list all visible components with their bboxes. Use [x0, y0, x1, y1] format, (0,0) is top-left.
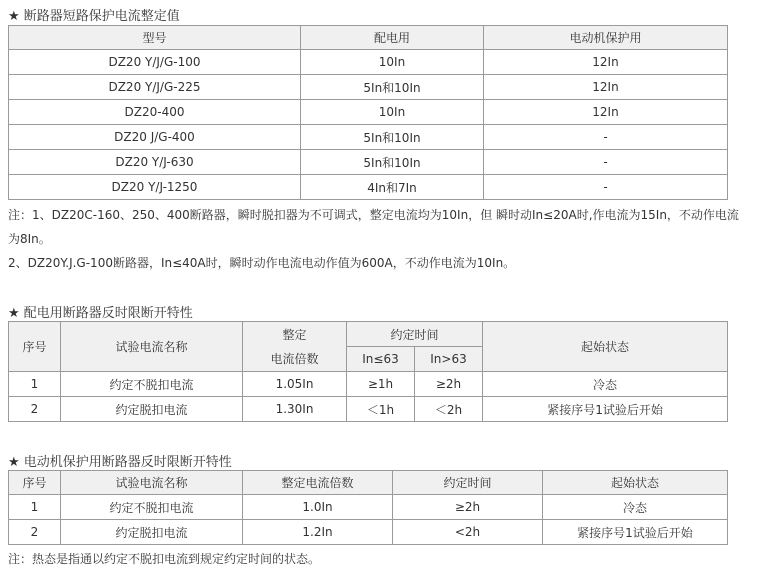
- cell-multiple: 1.30In: [243, 397, 347, 422]
- cell-state: 紧接序号1试验后开始: [543, 520, 728, 545]
- cell-multiple: 1.05In: [243, 372, 347, 397]
- col-header-multiple-line1: 整定: [282, 327, 307, 342]
- cell-state: 冷态: [483, 372, 728, 397]
- col-header-name: 试验电流名称: [61, 471, 243, 495]
- cell-distribution: 5In和10In: [301, 150, 484, 175]
- cell-name: 约定脱扣电流: [61, 397, 243, 422]
- cell-model: DZ20 J/G-400: [9, 125, 301, 150]
- cell-distribution: 4In和7In: [301, 175, 484, 200]
- cell-distribution: 5In和10In: [301, 125, 484, 150]
- cell-name: 约定不脱扣电流: [61, 495, 243, 520]
- table-header-row: [9, 26, 728, 50]
- col-header-time: 约定时间: [347, 322, 483, 347]
- col-header-multiple-line2: 电流倍数: [270, 351, 319, 366]
- cell-time-gt63: ＜2h: [415, 397, 483, 422]
- cell-motor: 12In: [484, 100, 728, 125]
- table-row: [9, 100, 728, 125]
- col-header-time-le63: In≤63: [347, 347, 415, 372]
- section3-title: ★ 电动机保护用断路器反时限断开特性: [8, 455, 232, 470]
- cell-time-le63: ＜1h: [347, 397, 415, 422]
- table-header-row: [9, 471, 728, 495]
- cell-motor: -: [484, 150, 728, 175]
- table-row: [9, 75, 728, 100]
- note-1-line1: 注：1、DZ20C-160、250、400断路器，瞬时脱扣器为不可调式，整定电流均为10In，但 瞬时动In≤20A时,作电流为15In，不动作电流: [8, 208, 739, 222]
- col-header-multiple: [243, 322, 347, 372]
- col-header-motor: 电动机保护用: [484, 26, 728, 50]
- table-row: [9, 125, 728, 150]
- table-row: [9, 397, 728, 422]
- cell-name: 约定脱扣电流: [61, 520, 243, 545]
- distribution-breaker-table: [8, 321, 728, 422]
- cell-distribution: 10In: [301, 100, 484, 125]
- cell-model: DZ20 Y/J/G-100: [9, 50, 301, 75]
- cell-state: 紧接序号1试验后开始: [483, 397, 728, 422]
- thermal-state-note: 注：热态是指通以约定不脱扣电流到规定约定时间的状态。: [8, 552, 321, 566]
- note-2: 2、DZ20Y.J.G-100断路器，In≤40A时，瞬时动作电流电动作值为600A，不动作电流为10In。: [8, 256, 516, 270]
- cell-time: <2h: [393, 520, 543, 545]
- section1-title: ★ 断路器短路保护电流整定值: [8, 9, 180, 24]
- cell-time: ≥2h: [393, 495, 543, 520]
- note-1-line2: 为8In。: [8, 232, 51, 246]
- cell-no: 1: [9, 372, 61, 397]
- cell-distribution: 5In和10In: [301, 75, 484, 100]
- table-row: [9, 495, 728, 520]
- table-row: [9, 520, 728, 545]
- table-row: [9, 50, 728, 75]
- motor-breaker-table: [8, 470, 728, 545]
- table-row: [9, 175, 728, 200]
- col-header-state: 起始状态: [543, 471, 728, 495]
- col-header-multiple: 整定电流倍数: [243, 471, 393, 495]
- cell-motor: 12In: [484, 75, 728, 100]
- col-header-name: 试验电流名称: [61, 322, 243, 372]
- short-circuit-table: [8, 25, 728, 200]
- cell-model: DZ20 Y/J/G-225: [9, 75, 301, 100]
- cell-model: DZ20-400: [9, 100, 301, 125]
- cell-time-gt63: ≥2h: [415, 372, 483, 397]
- cell-no: 2: [9, 397, 61, 422]
- table-header-row: [9, 322, 728, 347]
- table-row: [9, 150, 728, 175]
- section2-title: ★ 配电用断路器反时限断开特性: [8, 306, 193, 321]
- cell-no: 1: [9, 495, 61, 520]
- col-header-no: 序号: [9, 471, 61, 495]
- cell-multiple: 1.0In: [243, 495, 393, 520]
- cell-motor: -: [484, 125, 728, 150]
- col-header-distribution: 配电用: [301, 26, 484, 50]
- table-row: [9, 372, 728, 397]
- cell-model: DZ20 Y/J-630: [9, 150, 301, 175]
- cell-distribution: 10In: [301, 50, 484, 75]
- col-header-model: 型号: [9, 26, 301, 50]
- col-header-time-gt63: In>63: [415, 347, 483, 372]
- col-header-no: 序号: [9, 322, 61, 372]
- cell-model: DZ20 Y/J-1250: [9, 175, 301, 200]
- col-header-time: 约定时间: [393, 471, 543, 495]
- cell-motor: 12In: [484, 50, 728, 75]
- cell-time-le63: ≥1h: [347, 372, 415, 397]
- cell-state: 冷态: [543, 495, 728, 520]
- cell-name: 约定不脱扣电流: [61, 372, 243, 397]
- cell-motor: -: [484, 175, 728, 200]
- col-header-state: 起始状态: [483, 322, 728, 372]
- cell-multiple: 1.2In: [243, 520, 393, 545]
- cell-no: 2: [9, 520, 61, 545]
